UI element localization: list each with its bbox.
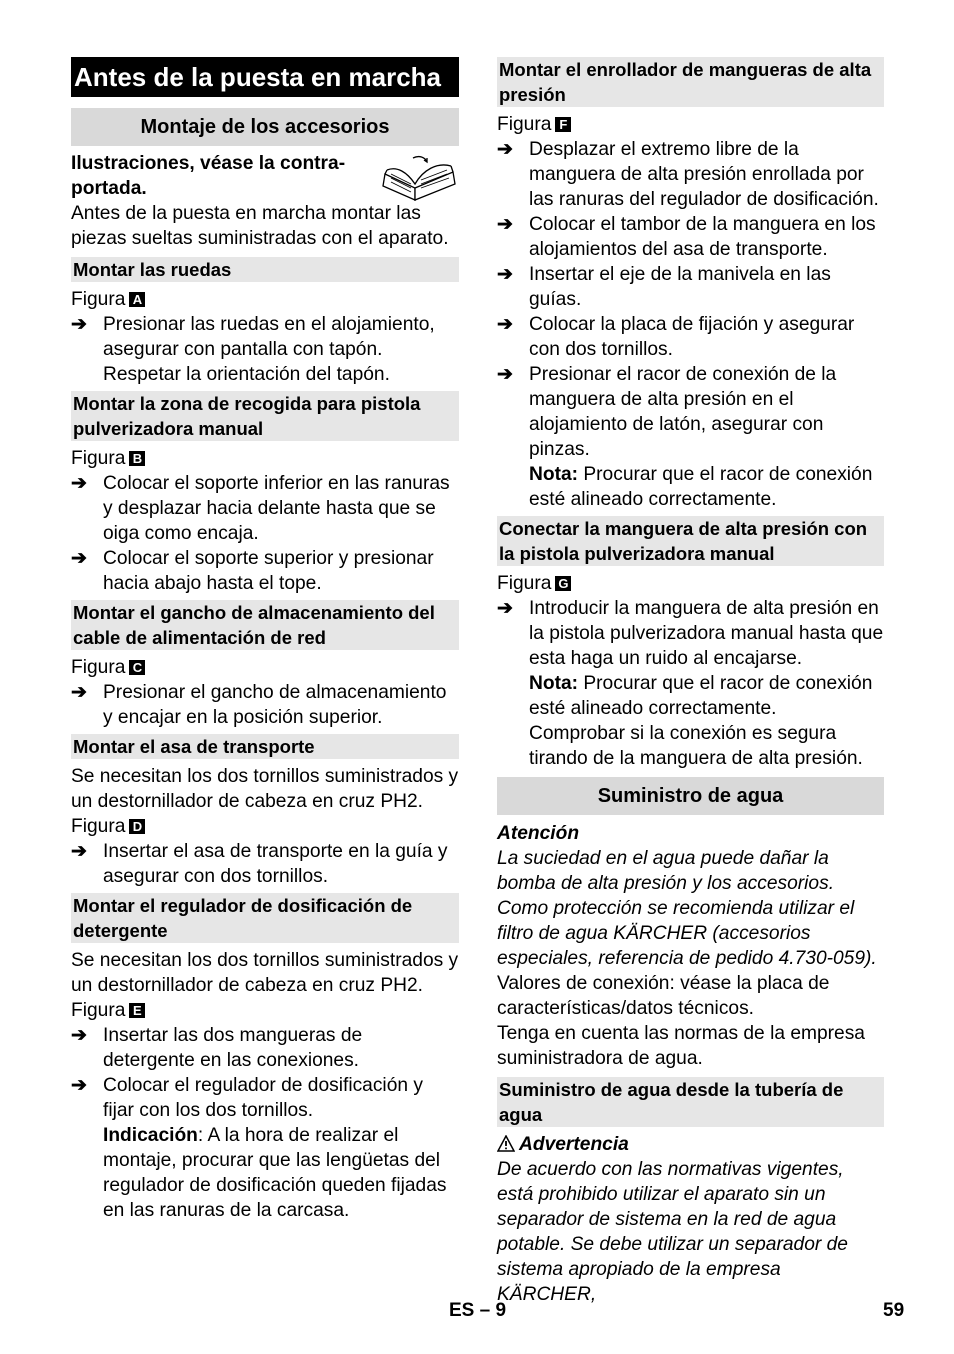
section-heading-water: Suministro de agua: [497, 777, 884, 815]
footer-language: ES – 9: [449, 1300, 507, 1321]
note: Nota: Procurar que el racor de conexión esté alineado correctamente.: [529, 673, 873, 719]
figure-letter-c: C: [129, 660, 145, 675]
figura-b: Figura B: [71, 446, 459, 471]
figura-d: Figura D: [71, 814, 459, 839]
heading-tuberia: Suministro de agua desde la tubería de agua: [497, 1077, 884, 1127]
heading-enrollador: Montar el enrollador de mangueras de alta presión: [497, 57, 884, 107]
warning-triangle-icon: [497, 1132, 519, 1157]
heading-gancho: Montar el gancho de almacenamiento del cable de alimentación de red: [71, 600, 459, 650]
page-title: Antes de la puesta en marcha: [71, 57, 459, 97]
arrow-right-icon: ➔: [71, 1025, 88, 1046]
figure-letter-d: D: [129, 819, 145, 834]
list-item: ➔ Colocar el soporte superior y presionar hacia abajo hasta el tope.: [71, 548, 434, 594]
arrow-right-icon: ➔: [71, 473, 88, 494]
right-column: [497, 57, 884, 1307]
note: Indicación: A la hora de realizar el montaje, procurar que las lengüetas del regulador de dosificación queden fijadas en las ranuras de la carcasa.: [103, 1125, 447, 1221]
arrow-right-icon: ➔: [71, 314, 88, 335]
heading-ruedas: Montar las ruedas: [71, 257, 459, 282]
warning-line: [497, 1132, 884, 1157]
list-item: ➔ Presionar el gancho de almacenamiento y encajar en la posición superior.: [71, 682, 447, 728]
warning-label: Advertencia: [519, 1134, 629, 1155]
figura-a: Figura A: [71, 287, 459, 312]
attention-label: Atención: [497, 823, 580, 844]
figura-f: Figura F: [497, 112, 884, 137]
list-item: ➔ Introducir la manguera de alta presión en la pistola pulverizadora manual hasta que esta haga un ruido al encajarse.: [497, 598, 884, 669]
list-item: ➔ Colocar el soporte inferior en las ranuras y desplazar hacia delante hasta que se oiga como encaja.: [71, 473, 450, 544]
arrow-right-icon: ➔: [497, 314, 514, 335]
list-item: ➔ Presionar las ruedas en el alojamiento, asegurar con pantalla con tapón. Respetar la orientación del tapón.: [71, 314, 435, 385]
figure-letter-f: F: [555, 117, 571, 132]
arrow-right-icon: ➔: [497, 264, 514, 285]
arrow-right-icon: ➔: [71, 1075, 88, 1096]
note-extra: Comprobar si la conexión es segura tirando de la manguera de alta presión.: [529, 723, 863, 769]
arrow-right-icon: ➔: [71, 548, 88, 569]
list-item: ➔ Insertar el eje de la manivela en las guías.: [497, 264, 831, 310]
figure-letter-b: B: [129, 451, 145, 466]
arrow-right-icon: ➔: [497, 364, 514, 385]
arrow-right-icon: ➔: [497, 598, 514, 619]
norms-text: Tenga en cuenta las normas de la empresa suministradora de agua.: [497, 1023, 865, 1069]
figura-c: Figura C: [71, 655, 459, 680]
values-text: Valores de conexión: véase la placa de características/datos técnicos.: [497, 973, 830, 1019]
figura-e: Figura E: [71, 998, 459, 1023]
regulador-text: Se necesitan los dos tornillos suministrados y un destornillador de cabeza en cruz PH2.: [71, 950, 459, 996]
open-book-icon: [379, 154, 459, 202]
figure-letter-a: A: [129, 292, 145, 307]
left-column: [71, 57, 459, 1223]
list-item: ➔ Presionar el racor de conexión de la manguera de alta presión en el alojamiento de latón, asegurar con pinzas.: [497, 364, 837, 460]
list-item: ➔ Colocar la placa de fijación y asegurar con dos tornillos.: [497, 314, 855, 360]
list-item: ➔ Desplazar el extremo libre de la manguera de alta presión enrollada por las ranuras del regulador de dosificación.: [497, 139, 879, 210]
page-number: 59: [883, 1300, 905, 1321]
list-item: ➔ Colocar el regulador de dosificación y fijar con los dos tornillos.: [71, 1075, 423, 1121]
arrow-right-icon: ➔: [497, 214, 514, 235]
list-item: ➔ Colocar el tambor de la manguera en los alojamientos del asa de transporte.: [497, 214, 876, 260]
asa-text: Se necesitan los dos tornillos suministrados y un destornillador de cabeza en cruz PH2.: [71, 766, 459, 812]
figura-g: Figura G: [497, 571, 884, 596]
arrow-right-icon: ➔: [71, 841, 88, 862]
heading-zona: Montar la zona de recogida para pistola pulverizadora manual: [71, 391, 459, 441]
heading-conectar: Conectar la manguera de alta presión con la pistola pulverizadora manual: [497, 516, 884, 566]
heading-asa: Montar el asa de transporte: [71, 734, 459, 759]
figure-letter-e: E: [129, 1003, 145, 1018]
warning-text: De acuerdo con las normativas vigentes, está prohibido utilizar el aparato sin un separador de sistema en la red de agua potable. Se debe utilizar un separador de sistema apropiado de la empresa KÄRCHER,: [497, 1159, 848, 1305]
heading-regulador: Montar el regulador de dosificación de detergente: [71, 893, 459, 943]
note: Nota: Procurar que el racor de conexión esté alineado correctamente.: [529, 464, 873, 510]
arrow-right-icon: ➔: [71, 682, 88, 703]
intro-bold: Ilustraciones, véase la contra-portada.: [71, 153, 346, 199]
section-heading-accessories: Montaje de los accesorios: [71, 108, 459, 146]
list-item: ➔ Insertar el asa de transporte en la guía y asegurar con dos tornillos.: [71, 841, 448, 887]
attention-text: La suciedad en el agua puede dañar la bomba de alta presión y los accesorios. Como protección se recomienda utilizar el filtro de agua KÄRCHER (accesorios especiales, referencia de pedido 4.730-059).: [497, 848, 877, 969]
figure-letter-g: G: [555, 576, 571, 591]
list-item: ➔ Insertar las dos mangueras de detergente en las conexiones.: [71, 1025, 363, 1071]
intro-text: Antes de la puesta en marcha montar las piezas sueltas suministradas con el aparato.: [71, 203, 449, 249]
arrow-right-icon: ➔: [497, 139, 514, 160]
